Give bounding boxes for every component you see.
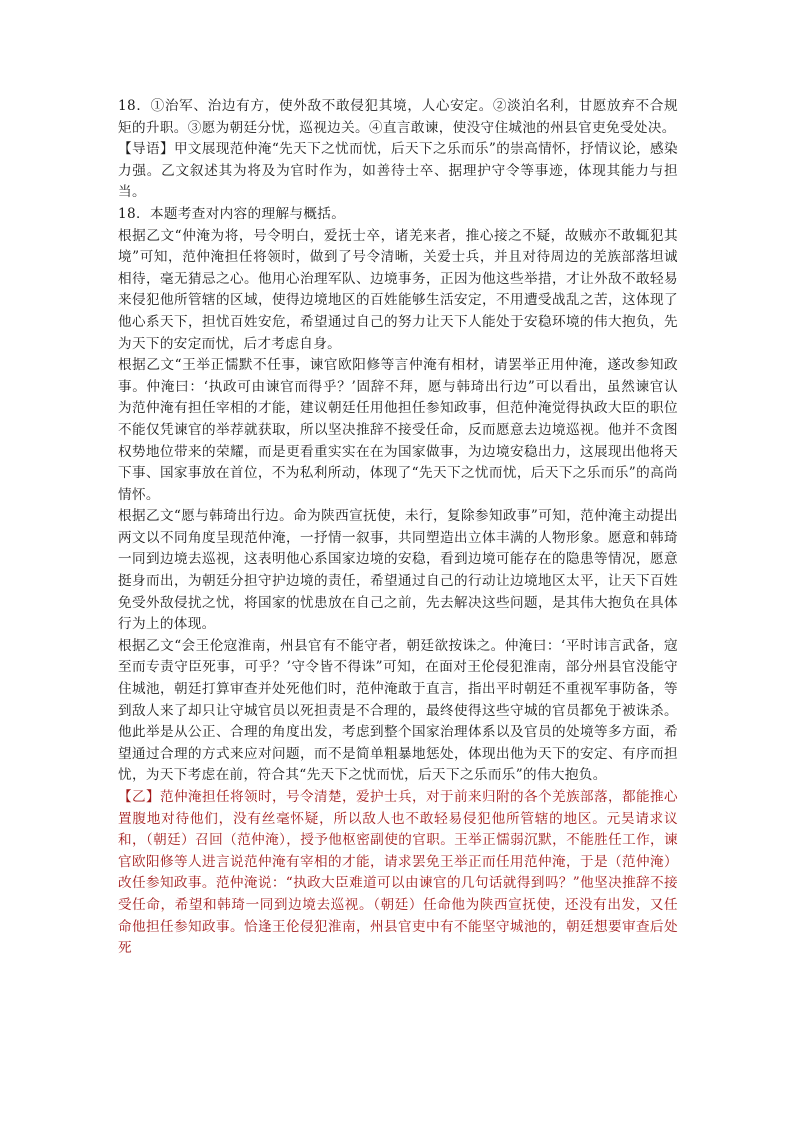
question-18-heading [118,204,678,226]
analysis-paragraph-3 [118,506,678,636]
analysis-paragraph-4 [118,636,678,787]
paragraph-text: 范仲淹担任将领时，号令清楚，爱护士兵，对于前来归附的各个羌族部落，都能推心置腹地对待他们，没有丝毫怀疑，所以敌人也不敢轻易侵犯他所管辖的地区。元昊请求议和，（朝廷）召回（范仲淹），授予他枢密副使的官职。王举正懦弱沉默，不能胜任工作，谏官欧阳修等人进言说范仲淹有宰相的才能，请求罢免王举正而任用范仲淹，于是（范仲淹）改任参知政事。范仲淹说：“执政大臣难道可以由谏官的几句话就得到吗？”他坚决推辞不接受任命，希望和韩琦一同到边境去巡视。（朝廷）任命他为陕西宣抚使，还没有出发，又任命他担任参知政事。恰逢王伦侵犯淮南，州县官吏中有不能坚守城池的，朝廷想要审查后处死 [118,789,678,957]
document-body [118,96,678,960]
paragraph-text: 根据乙文“仲淹为将，号令明白，爱抚士卒，诸羌来者，推心接之不疑，故贼亦不敢辄犯其境”可知，范仲淹担任将领时，做到了号令清晰，关爱士兵，并且对待周边的羌族部落坦诚相待，毫无猜忌之心。他用心治理军队、边境事务，正因为他这些举措，才让外敌不敢轻易来侵犯他所管辖的区域，使得边境地区的百姓能够生活安定，不用遭受战乱之苦，这体现了他心系天下，担忧百姓安危，希望通过自己的努力让天下人能处于安稳环境的伟大抱负，先为天下的安定而忧，后才考虑自身。 [118,227,678,352]
paragraph-text: 根据乙文“愿与韩琦出行边。命为陕西宣抚使，未行，复除参知政事”可知，范仲淹主动提出两文以不同角度呈现范仲淹，一抒情一叙事，共同塑造出立体丰满的人物形象。愿意和韩琦一同到边境去巡视，这表明他心系国家边境的安稳，看到边境可能存在的隐患等情况，愿意挺身而出，为朝廷分担守护边境的责任，希望通过自己的行动让边境地区太平，让天下百姓免受外敌侵扰之忧，将国家的忧患放在自己之前，先去解决这些问题，是其伟大抱负在具体行为上的体现。 [118,508,678,633]
paragraph-text: 根据乙文“会王伦寇淮南，州县官有不能守者，朝廷欲按诛之。仲淹曰：‘平时讳言武备，寇至而专责守臣死事，可乎？’守令皆不得诛”可知，在面对王伦侵犯淮南，部分州县官没能守住城池，朝廷打算审查并处死他们时，范仲淹敢于直言，指出平时朝廷不重视军事防备，等到敌人来了却只让守城官员以死担责是不合理的，最终使得这些守城的官员都免于被诛杀。他此举是从公正、合理的角度出发，考虑到整个国家治理体系以及官员的处境等多方面，希望通过合理的方式来应对问题，而不是简单粗暴地惩处，体现出他为天下的安定、有序而担忧，为天下考虑在前，符合其“先天下之忧而忧，后天下之乐而乐”的伟大抱负。 [118,637,678,784]
paragraph-lead: 18． [118,98,151,114]
analysis-paragraph-2 [118,355,678,506]
paragraph-text: 本题考查对内容的理解与概括。 [149,205,346,222]
paragraph-lead: 【导语】 [118,141,174,158]
paragraph-lead: 18． [118,205,150,222]
guide-paragraph [118,139,678,204]
paragraph-text: 根据乙文“王举正懦默不任事，谏官欧阳修等言仲淹有相材，请罢举正用仲淹，遂改参知政事。仲淹曰：‘执政可由谏官而得乎？’固辞不拜，愿与韩琦出行边”可以看出，虽然谏官认为范仲淹有担任宰相的才能，建议朝廷任用他担任参知政事，但范仲淹觉得执政大臣的职位不能仅凭谏官的举荐就获取，所以坚决推辞不接受任命，反而愿意去边境巡视。他并不贪图权势地位带来的荣耀，而是更看重实实在在为国家做事，为边境安稳出力，这展现出他将天下事、国家事放在首位，不为私利所动，体现了“先天下之忧而忧，后天下之乐而乐”的高尚情怀。 [118,357,678,503]
answer-18-points [118,96,678,139]
paragraph-lead: 【乙】 [118,789,161,805]
paragraph-text: ①治军、治边有方，使外敌不敢侵犯其境，人心安定。②淡泊名利，甘愿放弃不合规矩的升职。③愿为朝廷分忧，巡视边关。④直言敢谏，使没守住城池的州县官吏免受处决。 [118,98,678,136]
paragraph-text: 甲文展现范仲淹“先天下之忧而忧，后天下之乐而乐”的崇高情怀，抒情议论，感染力强。乙文叙述其为将及为官时作为，如善待士卒、据理护守令等事迹，体现其能力与担当。 [118,141,678,201]
analysis-paragraph-1 [118,226,678,356]
translation-paragraph [118,787,678,960]
